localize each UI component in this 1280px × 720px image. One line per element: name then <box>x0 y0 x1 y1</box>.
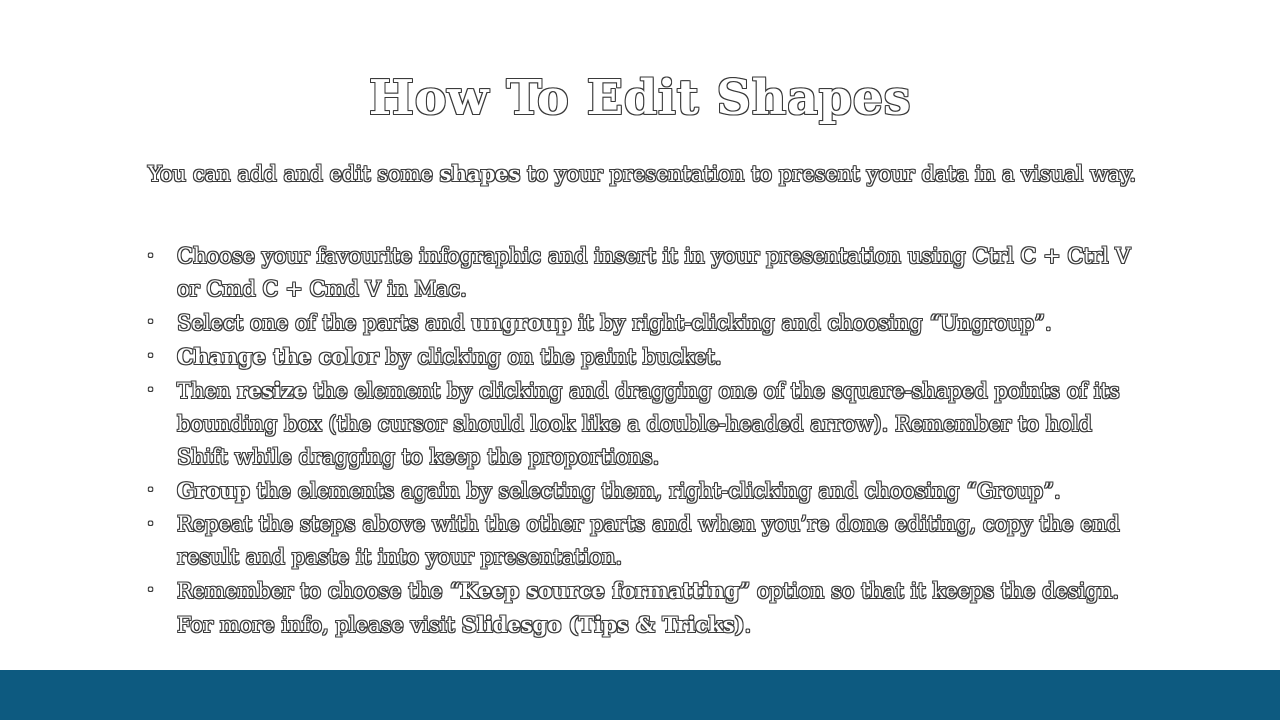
bullet-icon: • <box>147 517 155 531</box>
step-text-bold: Keep source formatting <box>460 578 740 603</box>
steps-list <box>148 240 1148 642</box>
step-text-bold: Group <box>177 478 250 503</box>
step-text-bold: Change the color <box>177 344 379 369</box>
bullet-icon: • <box>147 349 155 363</box>
step-text: Select one of the parts and <box>177 311 472 335</box>
list-item <box>148 340 1148 374</box>
slidesgo-link[interactable]: Slidesgo (Tips & Tricks) <box>461 612 745 637</box>
step-text-bold: resize <box>237 378 307 403</box>
step-text: the element by clicking and dragging one of the square-shaped points of its bounding box (the cursor should look like a double-headed arrow). Remember to hold Shift while dragging to keep the proportions. <box>177 379 1120 469</box>
step-text: the elements again by selecting them, right-clicking and choosing “Group”. <box>249 479 1061 503</box>
intro-text-pre: You can add and edit some <box>148 162 440 186</box>
step-text: ” option so that it keeps the design. For more info, please visit <box>177 579 1120 637</box>
slide-title: How To Edit Shapes <box>368 70 912 126</box>
step-text: Remember to choose the “ <box>177 579 461 603</box>
list-item <box>148 474 1148 508</box>
bullet-icon: • <box>147 315 155 329</box>
list-item <box>148 240 1148 306</box>
list-item <box>148 574 1148 642</box>
bullet-icon: • <box>147 249 155 263</box>
intro-text-bold: shapes <box>439 161 521 186</box>
step-text: Then <box>177 379 238 403</box>
intro-paragraph <box>148 160 1138 188</box>
bullet-icon: • <box>147 583 155 597</box>
list-item <box>148 306 1148 340</box>
step-text-bold: ungroup <box>471 310 572 335</box>
bullet-icon: • <box>147 383 155 397</box>
intro-text-post: to your presentation to present your data in a visual way. <box>520 162 1137 186</box>
step-text: by clicking on the paint bucket. <box>378 345 722 369</box>
list-item <box>148 374 1148 474</box>
footer-bar <box>0 670 1280 720</box>
list-item <box>148 508 1148 574</box>
step-text: . <box>744 613 752 637</box>
bullet-icon: • <box>147 483 155 497</box>
step-text: Repeat the steps above with the other parts and when you’re done editing, copy the end result and paste it into your presentation. <box>177 512 1120 569</box>
step-text: it by right-clicking and choosing “Ungroup”. <box>571 311 1052 335</box>
step-text: Choose your favourite infographic and insert it in your presentation using Ctrl C + Ctrl V or Cmd C + Cmd V in Mac. <box>177 244 1131 301</box>
